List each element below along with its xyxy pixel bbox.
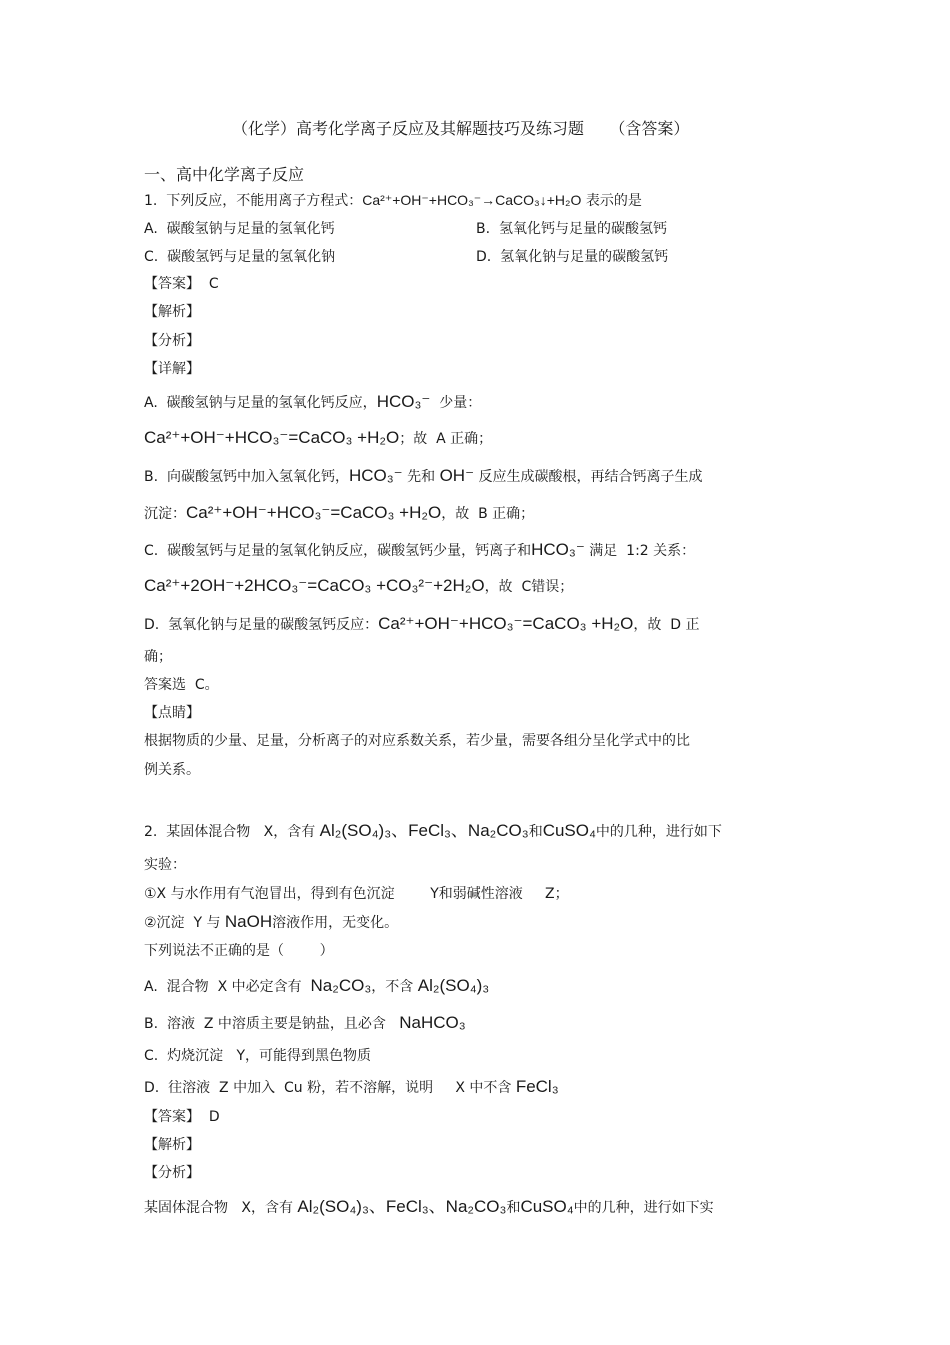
q1-explain-b <box>144 467 703 486</box>
q1-option-d: D. 氢氧化钠与足量的碳酸氢钙 <box>476 249 669 265</box>
q1-stem <box>144 191 642 210</box>
q2-option-c: C. 灼烧沉淀 Y，可能得到黑色物质 <box>144 1048 372 1064</box>
q2-option-d <box>144 1078 559 1097</box>
q1-explain-a-ion: HCO₃⁻ <box>376 392 431 411</box>
q1-equation-b-eq: Ca²⁺+OH⁻+HCO₃⁻=CaCO₃ +H₂O <box>186 503 442 522</box>
q1-summary-line2: 例关系。 <box>144 762 200 778</box>
q1-equation-a <box>144 429 492 448</box>
q1-explain-c-ion: HCO₃⁻ <box>531 540 585 559</box>
q2-stem-cont: 实验： <box>144 857 186 873</box>
q2-analysis-label: 【解析】 <box>144 1137 200 1153</box>
q2-stem <box>144 822 722 841</box>
q1-equation-a-tail: ；故 A 正确； <box>399 431 493 447</box>
q1-option-b: B. 氢氧化钙与足量的碳酸氢钙 <box>476 221 667 237</box>
q2-stem-cuso4: CuSO₄ <box>542 821 596 840</box>
q1-explain-b-mid: 先和 <box>402 469 440 485</box>
q1-equation-c-tail: ，故 C错误； <box>484 579 574 595</box>
q1-explain-b-text: B. 向碳酸氢钙中加入氢氧化钙， <box>144 469 349 485</box>
q1-answer: 【答案】 C <box>144 276 219 292</box>
q2-stem-chem: Al₂(SO₄)₃、FeCl₃、Na₂CO₃ <box>319 821 529 840</box>
q1-explain-a <box>144 393 481 412</box>
q2-analysis-text-cuso4: CuSO₄ <box>520 1197 574 1216</box>
q1-explain-c-text: C. 碳酸氢钙与足量的氢氧化钠反应，碳酸氢钙少量，钙离子和 <box>144 543 532 559</box>
q1-explain-d-tail: ，故 D 正 <box>633 617 700 633</box>
q1-equation-c <box>144 577 573 596</box>
q2-option-b-text: B. 溶液 Z 中溶质主要是钠盐，且必含 <box>144 1016 400 1032</box>
section-heading: 一、高中化学离子反应 <box>144 165 305 184</box>
q2-option-a-chem2: Al₂(SO₄)₃ <box>417 976 490 995</box>
q1-explain-d-cont: 确； <box>144 649 172 665</box>
q2-fenxi-label: 【分析】 <box>144 1165 200 1181</box>
q1-stem-equation: Ca²⁺+OH⁻+HCO₃⁻→CaCO₃↓+H₂O <box>362 192 582 208</box>
q1-equation-c-eq: Ca²⁺+2OH⁻+2HCO₃⁻=CaCO₃ +CO₃²⁻+2H₂O <box>144 576 485 595</box>
q2-experiment-2 <box>144 913 398 932</box>
q1-explain-b-ion2: OH⁻ <box>439 466 475 485</box>
q2-question: 下列说法不正确的是（ ） <box>144 943 334 959</box>
q2-analysis-text-and: 和 <box>506 1200 521 1216</box>
q2-stem-text: 2. 某固体混合物 X，含有 <box>144 824 320 840</box>
q1-explain-a-text: A. 碳酸氢钠与足量的氢氧化钙反应， <box>144 395 377 411</box>
q1-fenxi-label: 【分析】 <box>144 333 200 349</box>
q2-stem-tail: 中的几种，进行如下 <box>595 824 722 840</box>
q1-stem-text: 1. 下列反应，不能用离子方程式： <box>144 193 363 209</box>
q2-option-d-chem: FeCl₃ <box>515 1077 559 1096</box>
q1-option-a: A. 碳酸氢钠与足量的氢氧化钙 <box>144 221 335 237</box>
q2-stem-and: 和 <box>528 824 543 840</box>
q2-analysis-text-chem: Al₂(SO₄)₃、FeCl₃、Na₂CO₃ <box>297 1197 507 1216</box>
q2-experiment-2-text: ②沉淀 Y 与 <box>144 915 225 931</box>
page-title: （化学）高考化学离子反应及其解题技巧及练习题 （含答案） <box>232 119 690 138</box>
q2-option-d-text: D. 往溶液 Z 中加入 Cu 粉，若不溶解，说明 X 中不含 <box>144 1080 516 1096</box>
q2-experiment-2-tail: 溶液作用，无变化。 <box>272 915 399 931</box>
q1-choose: 答案选 C。 <box>144 677 219 693</box>
q1-explain-c-tail: 满足 1:2 关系： <box>584 543 696 559</box>
q1-option-c: C. 碳酸氢钙与足量的氢氧化钠 <box>144 249 336 265</box>
q2-experiment-1: ①X 与水作用有气泡冒出，得到有色沉淀 Y和弱碱性溶液 Z； <box>144 886 569 902</box>
q1-equation-b <box>144 504 534 523</box>
q1-stem-tail: 表示的是 <box>581 193 642 209</box>
q1-summary-line1: 根据物质的少量、足量，分析离子的对应系数关系，若少量，需要各组分呈化学式中的比 <box>144 733 690 749</box>
q2-option-a <box>144 977 489 996</box>
q2-option-a-mid: ，不含 <box>371 979 418 995</box>
q1-explain-b-ion: HCO₃⁻ <box>348 466 403 485</box>
q1-explain-c <box>144 541 695 560</box>
q1-dianjing-label: 【点睛】 <box>144 705 200 721</box>
q1-equation-b-tail: ，故 B 正确； <box>441 506 535 522</box>
q1-explain-d <box>144 615 699 634</box>
q2-option-a-text: A. 混合物 X 中必定含有 <box>144 979 311 995</box>
q1-explain-d-text: D. 氢氧化钠与足量的碳酸氢钙反应： <box>144 617 379 633</box>
q1-explain-a-tail: 少量： <box>430 395 482 411</box>
q2-option-a-chem: Na₂CO₃ <box>310 976 372 995</box>
q2-answer: 【答案】 D <box>144 1109 220 1125</box>
q2-analysis-text <box>144 1198 714 1217</box>
q1-detail-label: 【详解】 <box>144 361 200 377</box>
q2-analysis-text-tail: 中的几种，进行如下实 <box>573 1200 714 1216</box>
q1-equation-a-eq: Ca²⁺+OH⁻+HCO₃⁻=CaCO₃ +H₂O <box>144 428 400 447</box>
q2-experiment-2-chem: NaOH <box>224 912 273 931</box>
q1-equation-b-lead: 沉淀： <box>144 506 186 522</box>
q1-explain-d-eq: Ca²⁺+OH⁻+HCO₃⁻=CaCO₃ +H₂O <box>378 614 634 633</box>
q2-option-b <box>144 1014 466 1033</box>
q1-analysis-label: 【解析】 <box>144 304 200 320</box>
q1-explain-b-tail: 反应生成碳酸根，再结合钙离子生成 <box>474 469 703 485</box>
q2-option-b-chem: NaHCO₃ <box>399 1013 466 1032</box>
q2-analysis-text-lead: 某固体混合物 X，含有 <box>144 1200 298 1216</box>
